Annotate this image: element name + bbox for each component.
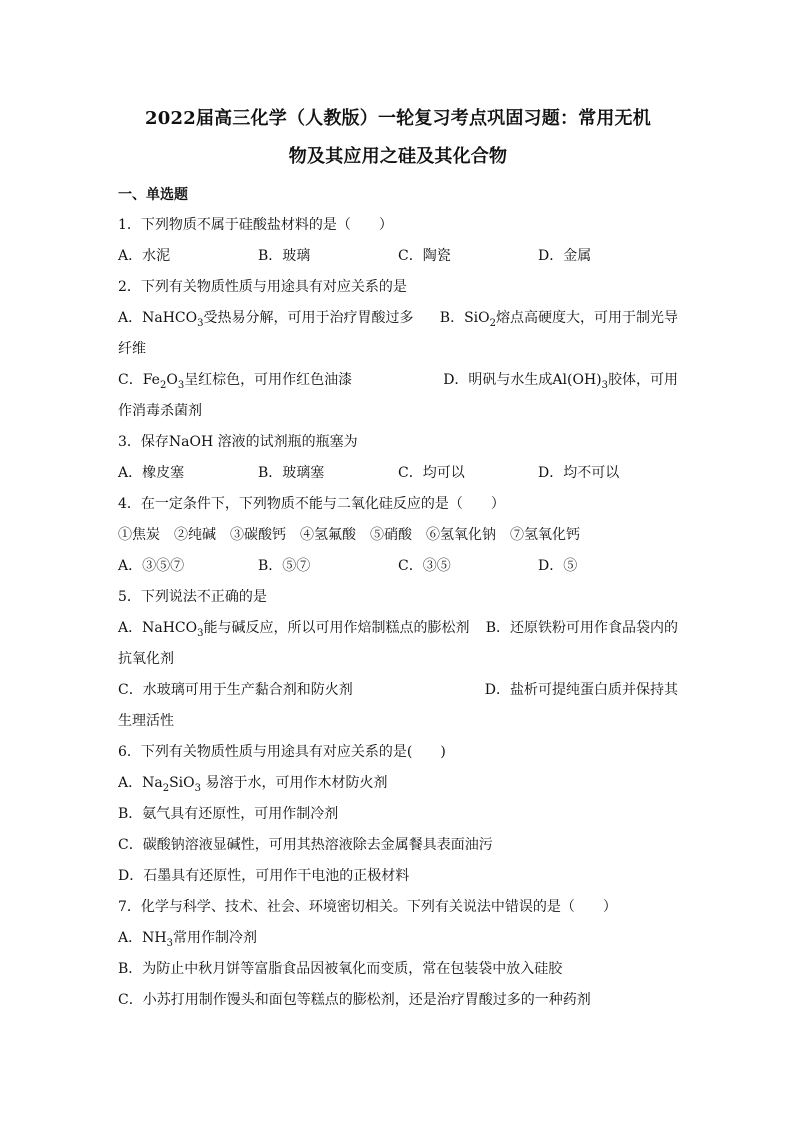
- question-1-stem: 1．下列物质不属于硅酸盐材料的是（ ）: [118, 217, 393, 233]
- q7-option-b: B．为防止中秋月饼等富脂食品因被氧化而变质，常在包装袋中放入硅胶: [118, 961, 563, 977]
- q4-option-c: C．③⑤: [398, 558, 451, 574]
- question-3-stem: 3．保存NaOH 溶液的试剂瓶的瓶塞为: [118, 434, 358, 450]
- question-4-substance-list: ①焦炭 ②纯碱 ③碳酸钙 ④氢氟酸 ⑤硝酸 ⑥氢氧化钠 ⑦氢氧化钙: [118, 527, 580, 543]
- exam-page: [118, 100, 678, 1016]
- q7-option-c: C．小苏打用制作馒头和面包等糕点的膨松剂，还是治疗胃酸过多的一种药剂: [118, 992, 591, 1008]
- q1-option-c: C．陶瓷: [398, 248, 451, 264]
- q3-option-a: A．橡皮塞: [118, 465, 185, 481]
- q7-option-a: A．$NH_3$常用作制冷剂: [118, 930, 257, 949]
- q2-option-b: B．SiO$_2$熔点高硬度大，可用于制光导: [439, 310, 678, 329]
- q6-option-a: A．$Na_2SiO_3$ 易溶于水，可用作木材防火剂: [118, 775, 388, 794]
- q5-option-b-continued: 抗氧化剂: [118, 651, 174, 667]
- q1-option-b: B．玻璃: [258, 248, 311, 264]
- question-6-stem: 6．下列有关物质性质与用途具有对应关系的是( ): [118, 744, 446, 760]
- question-4-options: [118, 551, 678, 582]
- question-2-row-cd: [118, 365, 678, 396]
- question-7-stem: 7．化学与科学、技术、社会、环境密切相关。下列有关说法中错误的是（ ）: [118, 899, 617, 915]
- q5-option-a: A．NaHCO$_3$能与碱反应，所以可用作焙制糕点的膨松剂: [118, 620, 470, 639]
- question-3-options: [118, 458, 678, 489]
- question-5-stem: 5．下列说法不正确的是: [118, 589, 267, 605]
- q5-option-c: C．水玻璃可用于生产黏合剂和防火剂: [118, 682, 353, 698]
- q6-option-d: D．石墨具有还原性，可用作干电池的正极材料: [118, 868, 410, 884]
- q3-option-c: C．均可以: [398, 465, 465, 481]
- q2-option-b-continued: 纤维: [118, 341, 146, 357]
- q2-option-a: A．NaHCO$_3$受热易分解，可用于治疗胃酸过多: [118, 310, 414, 329]
- question-2-stem: 2．下列有关物质性质与用途具有对应关系的是: [118, 279, 407, 295]
- q4-option-d: D．⑤: [538, 558, 578, 574]
- q4-option-a: A．③⑤⑦: [118, 558, 185, 574]
- q1-option-d: D．金属: [538, 248, 592, 264]
- document-title-line1: 2022届高三化学（人教版）一轮复习考点巩固习题：常用无机: [145, 108, 651, 129]
- q5-option-b: B．还原铁粉可用作食品袋内的: [485, 620, 678, 636]
- q3-option-b: B．玻璃塞: [258, 465, 325, 481]
- q2-option-d-continued: 作消毒杀菌剂: [118, 403, 202, 419]
- question-4-stem: 4．在一定条件下，下列物质不能与二氧化硅反应的是（ ）: [118, 496, 505, 512]
- q4-option-b: B．⑤⑦: [258, 558, 311, 574]
- q2-option-d: D．明矾与水生成$Al(OH)_3$胶体，可用: [443, 372, 678, 391]
- question-2-row-ab: [118, 303, 678, 334]
- q2-option-c: C．$Fe_2O_3$呈红棕色，可用作红色油漆: [118, 372, 353, 391]
- question-5-row-ab: [118, 613, 678, 644]
- q6-option-b: B．氨气具有还原性，可用作制冷剂: [118, 806, 339, 822]
- q3-option-d: D．均不可以: [538, 465, 620, 481]
- q5-option-d: D．盐析可提纯蛋白质并保持其: [484, 682, 678, 698]
- q1-option-a: A．水泥: [118, 248, 171, 264]
- document-title-line2: 物及其应用之硅及其化合物: [288, 146, 508, 167]
- q5-option-d-continued: 生理活性: [118, 713, 174, 729]
- question-5-row-cd: [118, 675, 678, 706]
- question-1-options: [118, 241, 678, 272]
- q6-option-c: C．碳酸钠溶液显碱性，可用其热溶液除去金属餐具表面油污: [118, 837, 493, 853]
- section-heading: 一、单选题: [118, 187, 188, 203]
